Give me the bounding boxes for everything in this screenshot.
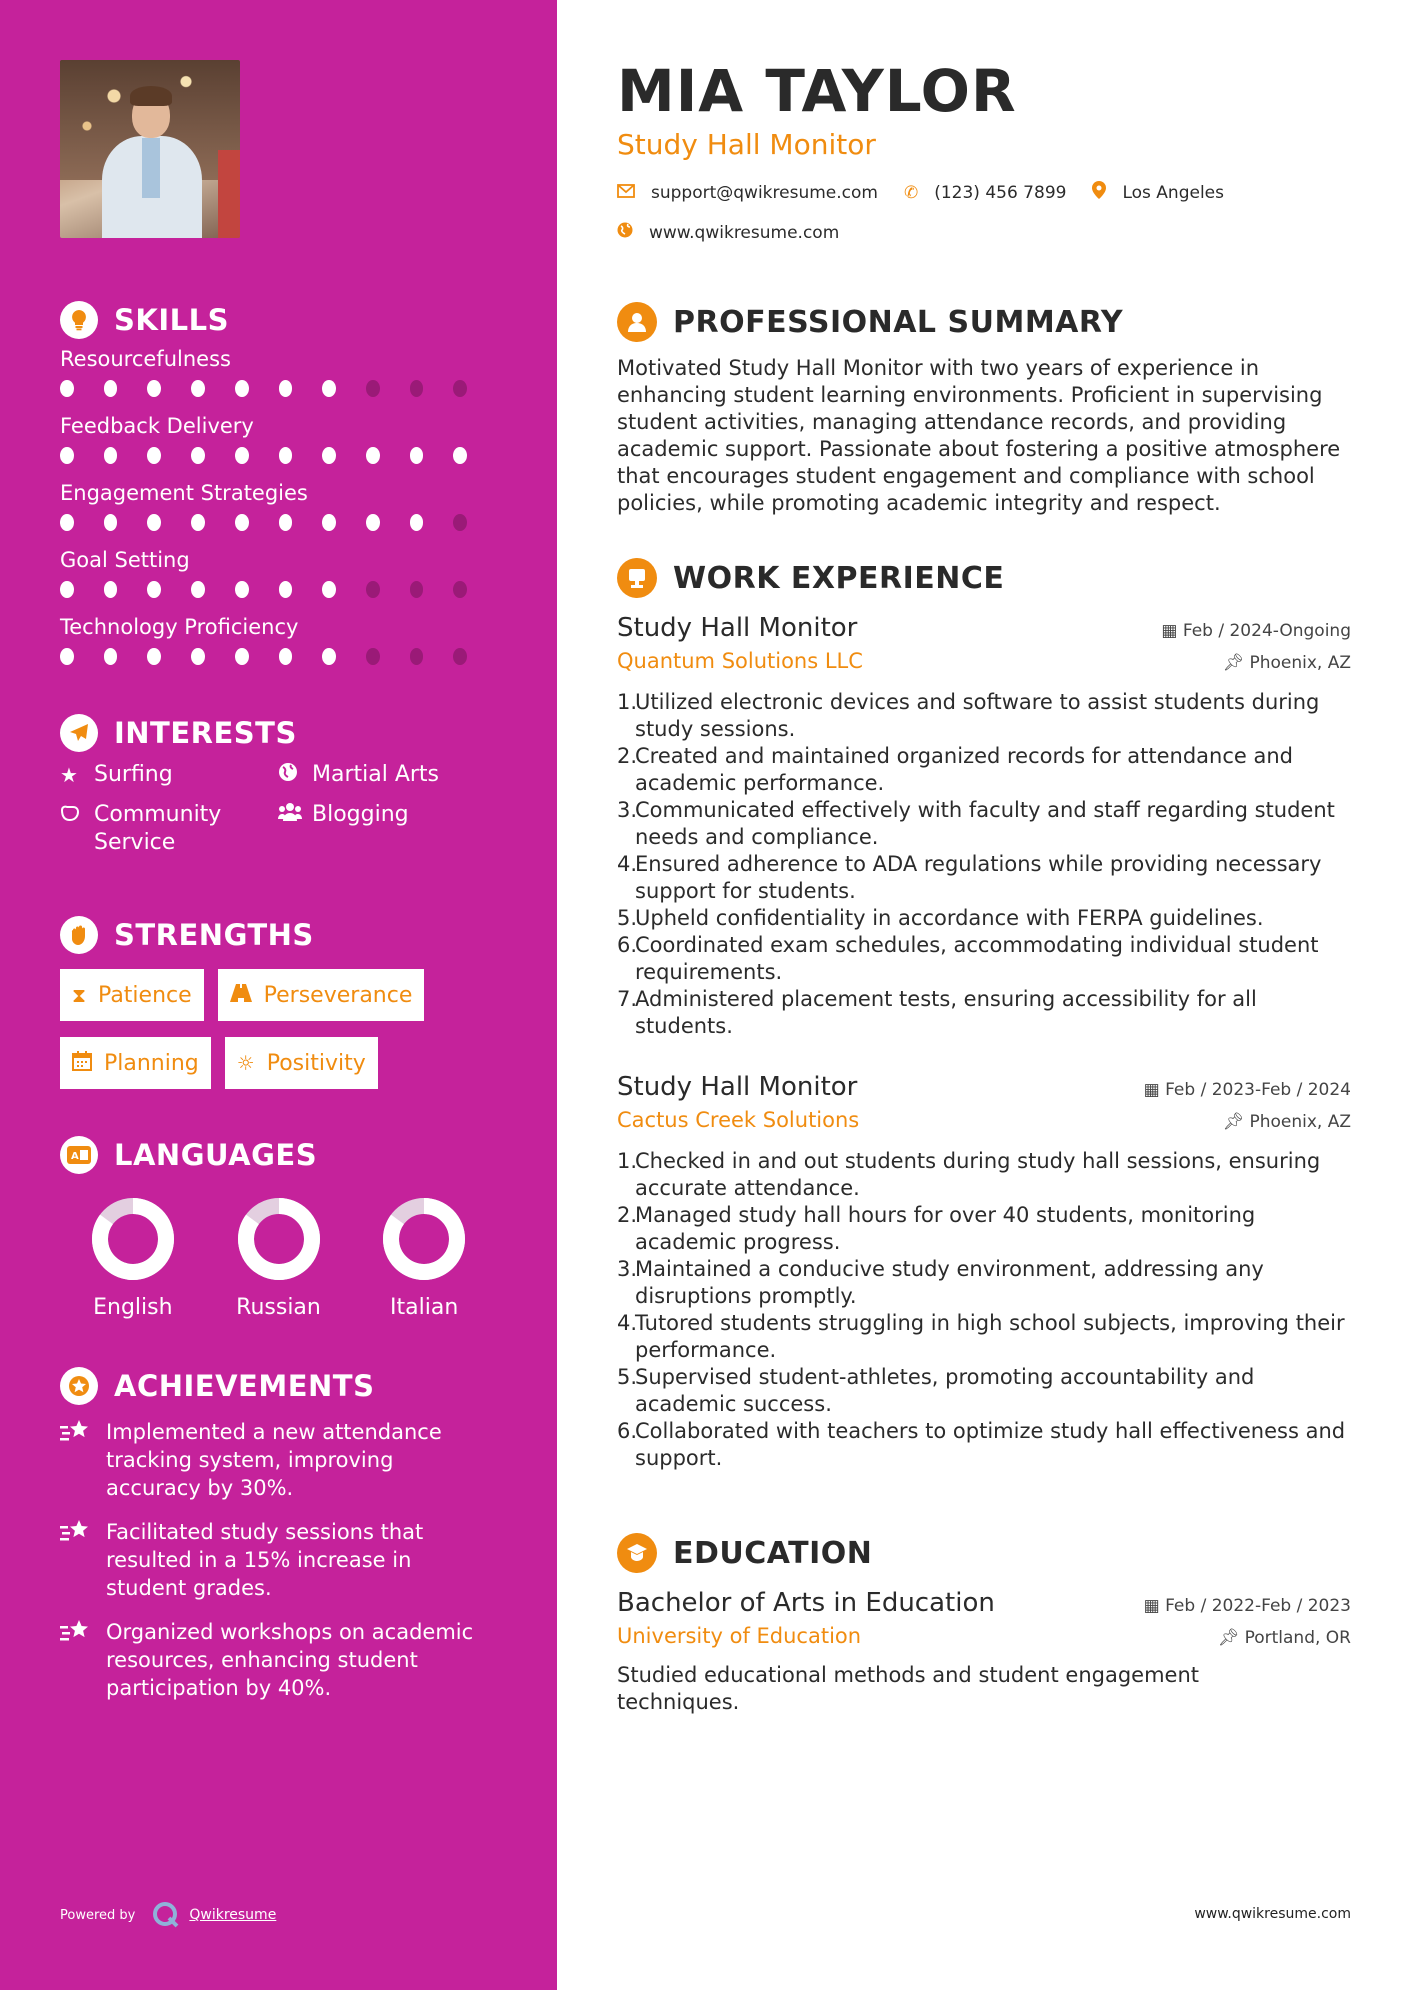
rating-dot-filled bbox=[279, 648, 293, 665]
footer-url[interactable]: www.qwikresume.com bbox=[1194, 1906, 1351, 1922]
summary-section bbox=[617, 301, 1351, 517]
candidate-title: Study Hall Monitor bbox=[617, 128, 876, 161]
job-bullet bbox=[617, 743, 1351, 797]
achievements-title: ACHIEVEMENTS bbox=[114, 1369, 375, 1403]
job-bullet bbox=[617, 1418, 1351, 1472]
language-name: English bbox=[93, 1295, 173, 1320]
language-ring bbox=[382, 1197, 466, 1281]
achievement-text: Organized workshops on academic resources, enhancing student participation by 40%. bbox=[106, 1620, 474, 1700]
experience-header bbox=[617, 557, 1351, 599]
degree: Bachelor of Arts in Education bbox=[617, 1588, 995, 1618]
globe-icon bbox=[617, 222, 633, 243]
rating-dot-empty bbox=[410, 581, 424, 598]
interest-item bbox=[60, 801, 278, 857]
education-header-row bbox=[617, 1588, 1351, 1618]
main-content bbox=[557, 0, 1407, 1990]
rating-dot-filled bbox=[191, 581, 205, 598]
contact-phone: (123) 456 7899 bbox=[934, 182, 1067, 203]
education-location: 📌︎ Portland, OR bbox=[1217, 1628, 1351, 1648]
skill-item bbox=[60, 344, 497, 397]
rating-dot-filled bbox=[60, 380, 74, 397]
bullet-text: Managed study hall hours for over 40 students, monitoring academic progress. bbox=[635, 1203, 1256, 1254]
bullet-number: 3. bbox=[617, 798, 638, 822]
achievement-item bbox=[60, 1418, 497, 1502]
bullet-text: Supervised student-athletes, promoting accountability and academic success. bbox=[635, 1365, 1255, 1416]
summary-text: Motivated Study Hall Monitor with two years of experience in enhancing student learning environments. Proficient in supervising student activities, managing attendance records, and providing academic support. Passionate about fostering a positive atmosphere that encourages student engagement and compliance with school policies, while promoting academic integrity and respect. bbox=[617, 356, 1341, 515]
job-bullet bbox=[617, 1364, 1351, 1418]
achievements-list bbox=[60, 1418, 497, 1702]
lightbulb-icon bbox=[60, 301, 98, 339]
rating-dot-empty bbox=[410, 648, 424, 665]
bullet-number: 1. bbox=[617, 1149, 638, 1173]
calendar-icon: ▦ bbox=[1161, 621, 1183, 641]
hourglass-icon: ⧗ bbox=[72, 983, 87, 1007]
rating-dot-filled bbox=[60, 514, 74, 531]
strength-chip bbox=[225, 1037, 378, 1089]
rating-dot-filled bbox=[322, 514, 336, 531]
bullet-text: Upheld confidentiality in accordance with FERPA guidelines. bbox=[635, 906, 1264, 930]
map-pin-icon bbox=[1092, 181, 1106, 204]
powered-by bbox=[60, 1900, 276, 1930]
experience-title: WORK EXPERIENCE bbox=[673, 560, 1005, 596]
rating-dot-filled bbox=[104, 514, 118, 531]
rating-dot-filled bbox=[60, 648, 74, 665]
briefcase-icon bbox=[617, 558, 657, 598]
rating-dot-filled bbox=[147, 380, 161, 397]
rating-dot-filled bbox=[60, 581, 74, 598]
qwikresume-logo-icon bbox=[151, 1900, 181, 1930]
rating-dot-filled bbox=[147, 581, 161, 598]
job-role: Study Hall Monitor bbox=[617, 1072, 858, 1102]
language-name: Russian bbox=[236, 1295, 321, 1320]
rating-dot-empty bbox=[453, 581, 467, 598]
achievements-header bbox=[60, 1366, 497, 1406]
sun-icon: ☼ bbox=[236, 1051, 255, 1075]
rating-dot-filled bbox=[366, 447, 380, 464]
users-icon bbox=[278, 801, 312, 829]
powered-by-label: Powered by bbox=[60, 1907, 136, 1923]
skill-name: Engagement Strategies bbox=[60, 481, 308, 505]
rating-dot-filled bbox=[410, 447, 424, 464]
strength-label: Positivity bbox=[266, 1050, 366, 1076]
contact-row bbox=[617, 181, 1351, 204]
job-header bbox=[617, 1072, 1351, 1102]
skill-rating bbox=[60, 648, 497, 665]
strength-label: Planning bbox=[104, 1050, 199, 1076]
job-date: ▦ Feb / 2023-Feb / 2024 bbox=[1143, 1080, 1351, 1100]
strengths-title: STRENGTHS bbox=[114, 918, 314, 952]
contact-row-website bbox=[617, 222, 1351, 243]
job-subheader bbox=[617, 649, 1351, 673]
profile-photo bbox=[60, 60, 240, 238]
hand-icon bbox=[60, 801, 94, 829]
strength-label: Patience bbox=[98, 982, 192, 1008]
rating-dot-filled bbox=[279, 380, 293, 397]
rating-dot-filled bbox=[235, 380, 249, 397]
bullet-text: Checked in and out students during study hall sessions, ensuring accurate attendance. bbox=[635, 1149, 1321, 1200]
rating-dot-filled bbox=[191, 648, 205, 665]
job-bullet bbox=[617, 1148, 1351, 1202]
skill-item bbox=[60, 478, 497, 531]
rating-dot-filled bbox=[104, 581, 118, 598]
skill-item bbox=[60, 612, 497, 665]
bullet-number: 7. bbox=[617, 987, 638, 1011]
skills-header bbox=[60, 300, 497, 340]
job-bullets bbox=[617, 689, 1351, 1040]
award-star-icon bbox=[60, 1367, 98, 1405]
strengths-header bbox=[60, 915, 497, 955]
rating-dot-empty bbox=[453, 514, 467, 531]
rating-dot-empty bbox=[453, 380, 467, 397]
bullet-number: 2. bbox=[617, 1203, 638, 1227]
education-section bbox=[617, 1532, 1351, 1716]
bullet-text: Tutored students struggling in high school subjects, improving their performance. bbox=[635, 1311, 1345, 1362]
job-bullet bbox=[617, 905, 1351, 932]
education-description: Studied educational methods and student engagement techniques. bbox=[617, 1663, 1199, 1714]
shooting-star-icon bbox=[60, 1418, 106, 1502]
rating-dot-filled bbox=[453, 447, 467, 464]
education-subheader bbox=[617, 1624, 1351, 1648]
strength-label: Perseverance bbox=[263, 982, 413, 1008]
skill-rating bbox=[60, 514, 497, 531]
interests-title: INTERESTS bbox=[114, 716, 297, 750]
company-name: Quantum Solutions LLC bbox=[617, 649, 863, 673]
school-name: University of Education bbox=[617, 1624, 862, 1648]
language-name: Italian bbox=[390, 1295, 459, 1320]
bullet-number: 6. bbox=[617, 933, 638, 957]
company-name: Cactus Creek Solutions bbox=[617, 1108, 860, 1132]
pushpin-icon: 📌︎ bbox=[1222, 1112, 1250, 1132]
envelope-icon bbox=[617, 183, 635, 203]
bullet-text: Administered placement tests, ensuring accessibility for all students. bbox=[635, 987, 1257, 1038]
bullet-text: Maintained a conducive study environment, addressing any disruptions promptly. bbox=[635, 1257, 1264, 1308]
skill-name: Technology Proficiency bbox=[60, 615, 299, 639]
rating-dot-filled bbox=[410, 514, 424, 531]
fist-icon bbox=[60, 916, 98, 954]
strength-chip bbox=[60, 969, 204, 1021]
rating-dot-filled bbox=[235, 514, 249, 531]
rating-dot-filled bbox=[235, 447, 249, 464]
bullet-number: 3. bbox=[617, 1257, 638, 1281]
paper-plane-icon bbox=[60, 714, 98, 752]
calendar-icon: ▦ bbox=[1143, 1080, 1166, 1100]
bullet-text: Communicated effectively with faculty and staff regarding student needs and compliance. bbox=[635, 798, 1335, 849]
skill-item bbox=[60, 411, 497, 464]
job-bullet bbox=[617, 797, 1351, 851]
education-title: EDUCATION bbox=[673, 1535, 873, 1571]
qwikresume-link[interactable]: Qwikresume bbox=[189, 1907, 277, 1923]
bullet-number: 4. bbox=[617, 852, 638, 876]
language-item bbox=[351, 1197, 497, 1320]
job-bullet bbox=[617, 1202, 1351, 1256]
rating-dot-filled bbox=[147, 648, 161, 665]
rating-dot-filled bbox=[104, 648, 118, 665]
skill-rating bbox=[60, 447, 497, 464]
road-icon bbox=[230, 983, 252, 1007]
job-bullet bbox=[617, 689, 1351, 743]
bullet-text: Ensured adherence to ADA regulations while providing necessary support for students. bbox=[635, 852, 1322, 903]
rating-dot-filled bbox=[191, 514, 205, 531]
skill-name: Goal Setting bbox=[60, 548, 190, 572]
language-icon bbox=[60, 1136, 98, 1174]
summary-title: PROFESSIONAL SUMMARY bbox=[673, 304, 1124, 340]
globe-icon bbox=[278, 761, 312, 789]
language-ring bbox=[237, 1197, 321, 1281]
skill-rating bbox=[60, 581, 497, 598]
rating-dot-filled bbox=[147, 514, 161, 531]
bullet-text: Created and maintained organized records for attendance and academic performance. bbox=[635, 744, 1293, 795]
skills-section bbox=[60, 300, 497, 665]
interest-item bbox=[278, 761, 496, 789]
bullet-text: Collaborated with teachers to optimize study hall effectiveness and support. bbox=[635, 1419, 1346, 1470]
bullet-number: 1. bbox=[617, 690, 638, 714]
rating-dot-filled bbox=[191, 380, 205, 397]
job-bullet bbox=[617, 1256, 1351, 1310]
shooting-star-icon bbox=[60, 1618, 106, 1702]
rating-dot-filled bbox=[322, 648, 336, 665]
rating-dot-filled bbox=[191, 447, 205, 464]
rating-dot-filled bbox=[235, 648, 249, 665]
rating-dot-empty bbox=[453, 648, 467, 665]
interests-list bbox=[60, 761, 497, 869]
interest-label: Martial Arts bbox=[312, 762, 440, 787]
achievement-item bbox=[60, 1618, 497, 1702]
calendar-icon: ▦ bbox=[1143, 1596, 1166, 1616]
rating-dot-filled bbox=[279, 581, 293, 598]
rating-dot-filled bbox=[366, 514, 380, 531]
job-header bbox=[617, 613, 1351, 643]
bullet-number: 4. bbox=[617, 1311, 638, 1335]
rating-dot-filled bbox=[279, 447, 293, 464]
skills-list bbox=[60, 344, 497, 665]
sidebar bbox=[0, 0, 557, 1990]
job-bullet bbox=[617, 932, 1351, 986]
job-bullet bbox=[617, 851, 1351, 905]
skill-rating bbox=[60, 380, 497, 397]
job-bullet bbox=[617, 986, 1351, 1040]
interests-section bbox=[60, 713, 497, 869]
bullet-number: 5. bbox=[617, 906, 638, 930]
bullet-text: Coordinated exam schedules, accommodating individual student requirements. bbox=[635, 933, 1319, 984]
calendar-icon bbox=[72, 1051, 92, 1076]
user-icon bbox=[617, 302, 657, 342]
contact-email[interactable]: support@qwikresume.com bbox=[651, 182, 878, 203]
language-item bbox=[206, 1197, 352, 1320]
rating-dot-empty bbox=[366, 648, 380, 665]
rating-dot-filled bbox=[322, 581, 336, 598]
bullet-text: Utilized electronic devices and software to assist students during study sessions. bbox=[635, 690, 1320, 741]
interest-label: Community Service bbox=[94, 802, 222, 855]
rating-dot-empty bbox=[366, 581, 380, 598]
svg-text:A: A bbox=[71, 1151, 79, 1162]
experience-section bbox=[617, 557, 1351, 1472]
rating-dot-filled bbox=[322, 447, 336, 464]
pushpin-icon: 📌︎ bbox=[1217, 1628, 1245, 1648]
achievement-text: Facilitated study sessions that resulted in a 15% increase in student grades. bbox=[106, 1520, 424, 1600]
skill-item bbox=[60, 545, 497, 598]
rating-dot-empty bbox=[410, 380, 424, 397]
star-icon: ★ bbox=[60, 763, 78, 787]
languages-header bbox=[60, 1135, 497, 1175]
achievement-item bbox=[60, 1518, 497, 1602]
contact-location: Los Angeles bbox=[1122, 182, 1224, 203]
interest-label: Surfing bbox=[94, 762, 173, 787]
strengths-section bbox=[60, 915, 497, 1105]
summary-header bbox=[617, 301, 1351, 343]
strength-chip bbox=[60, 1037, 211, 1089]
bullet-number: 5. bbox=[617, 1365, 638, 1389]
pushpin-icon: 📌︎ bbox=[1222, 653, 1250, 673]
job-location: 📌︎ Phoenix, AZ bbox=[1222, 653, 1351, 673]
job-role: Study Hall Monitor bbox=[617, 613, 858, 643]
candidate-name: MIA TAYLOR bbox=[617, 57, 1017, 125]
bullet-number: 6. bbox=[617, 1419, 638, 1443]
interest-label: Blogging bbox=[312, 802, 409, 827]
rating-dot-filled bbox=[235, 581, 249, 598]
skill-name: Resourcefulness bbox=[60, 347, 231, 371]
bullet-number: 2. bbox=[617, 744, 638, 768]
rating-dot-filled bbox=[104, 447, 118, 464]
strengths-list bbox=[60, 969, 500, 1105]
rating-dot-filled bbox=[279, 514, 293, 531]
interest-item bbox=[278, 801, 496, 857]
languages-section bbox=[60, 1135, 497, 1320]
interests-header bbox=[60, 713, 497, 753]
languages-list bbox=[60, 1197, 497, 1320]
rating-dot-filled bbox=[322, 380, 336, 397]
interest-item bbox=[60, 761, 278, 789]
education-date: ▦ Feb / 2022-Feb / 2023 bbox=[1143, 1596, 1351, 1616]
job-bullets bbox=[617, 1148, 1351, 1472]
languages-title: LANGUAGES bbox=[114, 1138, 318, 1172]
achievements-section bbox=[60, 1366, 497, 1702]
achievement-text: Implemented a new attendance tracking system, improving accuracy by 30%. bbox=[106, 1420, 442, 1500]
job-entry bbox=[617, 1072, 1351, 1472]
strength-chip bbox=[218, 969, 425, 1021]
job-entry bbox=[617, 613, 1351, 1040]
rating-dot-empty bbox=[366, 380, 380, 397]
phone-icon: ✆ bbox=[903, 182, 919, 203]
job-bullet bbox=[617, 1310, 1351, 1364]
skills-title: SKILLS bbox=[114, 303, 229, 337]
rating-dot-filled bbox=[147, 447, 161, 464]
education-header bbox=[617, 1532, 1351, 1574]
language-item bbox=[60, 1197, 206, 1320]
contact-website[interactable]: www.qwikresume.com bbox=[649, 222, 840, 243]
rating-dot-filled bbox=[60, 447, 74, 464]
job-subheader bbox=[617, 1108, 1351, 1132]
graduation-cap-icon bbox=[617, 1533, 657, 1573]
shooting-star-icon bbox=[60, 1518, 106, 1602]
rating-dot-filled bbox=[104, 380, 118, 397]
job-location: 📌︎ Phoenix, AZ bbox=[1222, 1112, 1351, 1132]
job-date: ▦ Feb / 2024-Ongoing bbox=[1161, 621, 1351, 641]
skill-name: Feedback Delivery bbox=[60, 414, 254, 438]
language-ring bbox=[91, 1197, 175, 1281]
